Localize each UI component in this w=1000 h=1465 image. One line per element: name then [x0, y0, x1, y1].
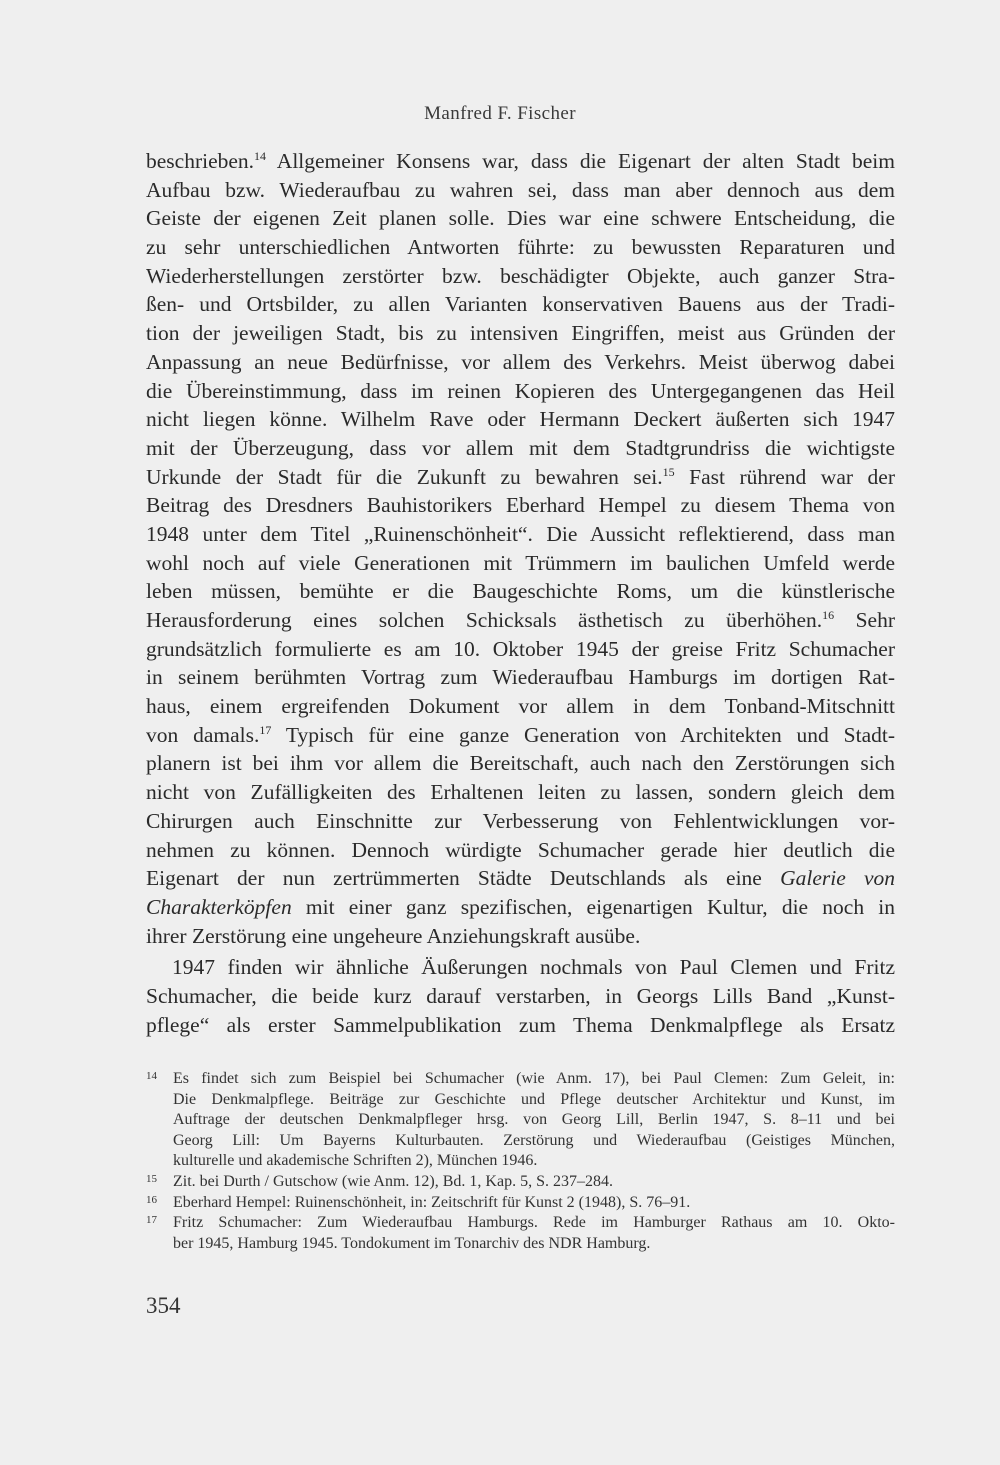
body-line-text: nehmen zu können. Dennoch würdigte Schumacher gerade hier deutlich die	[146, 837, 895, 862]
running-head: Manfred F. Fischer	[424, 103, 576, 124]
body-line-text: grundsätzlich formulierte es am 10. Oktober 1945 der greise Fritz Schumacher	[146, 636, 895, 661]
body-line-text: 1947 finden wir ähnliche Äußerungen nochmals von Paul Clemen und Fritz	[172, 955, 895, 980]
body-line-text: wohl noch auf viele Generationen mit Trümmern im baulichen Umfeld werde	[146, 550, 895, 575]
body-line	[146, 434, 895, 463]
body-line-text: mit einer ganz spezifischen, eigenartigen Kultur, die noch in	[291, 894, 895, 919]
body-line	[146, 147, 895, 176]
body-line-text: Fast rührend war der	[674, 464, 895, 489]
body-line	[146, 606, 895, 635]
body-line-text: pflege“ als erster Sammelpublikation zum Thema Denkmalpflege als Ersatz	[146, 1012, 895, 1037]
footnote-line: Georg Lill: Um Bayerns Kulturbauten. Zerstörung und Wiederaufbau (Geistiges München,	[173, 1131, 895, 1149]
body-line-text: Geiste der eigenen Zeit planen solle. Dies war eine schwere Entscheidung, die	[146, 206, 895, 231]
footnote-line: Fritz Schumacher: Zum Wiederaufbau Hamburgs. Rede im Hamburger Rathaus am 10. Okto-	[173, 1214, 895, 1232]
body-line-text: leben müssen, bemühte er die Baugeschichte Roms, um die künstlerische	[146, 579, 895, 604]
footnote-reference[interactable]: 14	[254, 148, 267, 163]
footnote-reference[interactable]: 16	[822, 607, 835, 622]
body-line-text: Aufbau bzw. Wiederaufbau zu wahren sei, dass man aber dennoch aus dem	[146, 177, 895, 202]
body-line-text: ßen- und Ortsbilder, zu allen Varianten konservativen Bauens aus der Tradi-	[146, 292, 895, 317]
body-line-text: von damals.	[146, 722, 260, 747]
body-line	[146, 864, 895, 893]
footnote-line: Die Denkmalpflege. Beiträge zur Geschichte und Pflege deutscher Architektur und Kunst, im	[173, 1090, 895, 1108]
body-line	[146, 1011, 895, 1040]
body-text	[146, 147, 895, 1039]
body-line-text: Wiederherstellungen zerstörter bzw. beschädigter Objekte, auch ganzer Stra-	[146, 263, 895, 288]
footnote-line: ber 1945, Hamburg 1945. Tondokument im Tonarchiv des NDR Hamburg.	[173, 1234, 651, 1252]
body-line-text: nicht von Zufälligkeiten des Erhaltenen leiten zu lassen, sondern gleich dem	[146, 780, 895, 805]
body-line	[146, 520, 895, 549]
body-line-text: Typisch für eine ganze Generation von Architekten und Stadt-	[271, 722, 895, 747]
body-line-text: Allgemeiner Konsens war, dass die Eigenart der alten Stadt beim	[266, 149, 895, 173]
body-line	[146, 953, 895, 982]
footnote-number: 15	[146, 1172, 157, 1185]
body-line	[146, 204, 895, 233]
footnote	[146, 1172, 895, 1193]
body-line	[146, 922, 895, 951]
footnote	[146, 1213, 895, 1254]
body-line	[146, 233, 895, 262]
body-line-text: Eigenart der nun zertrümmerten Städte Deutschlands als eine	[146, 866, 781, 891]
footnote-reference[interactable]: 17	[259, 722, 272, 737]
body-line-text: 1948 unter dem Titel „Ruinenschönheit“. Die Aussicht reflektierend, dass man	[146, 521, 895, 546]
body-line	[146, 377, 895, 406]
body-line-text: ihrer Zerstörung eine ungeheure Anziehungskraft ausübe.	[146, 923, 641, 948]
body-line-text: Chirurgen auch Einschnitte zur Verbesserung von Fehlentwicklungen vor-	[146, 808, 895, 833]
body-line	[146, 982, 895, 1011]
footnote-line: Eberhard Hempel: Ruinenschönheit, in: Zeitschrift für Kunst 2 (1948), S. 76–91.	[173, 1193, 691, 1211]
body-line	[146, 405, 895, 434]
body-line-text: mit der Überzeugung, dass vor allem mit dem Stadtgrundriss die wichtigste	[146, 435, 895, 460]
footnotes	[146, 1069, 895, 1254]
body-line-text: die Übereinstimmung, dass im reinen Kopieren des Untergegangenen das Heil	[146, 378, 895, 403]
page-number: 354	[146, 1293, 181, 1318]
body-line	[146, 749, 895, 778]
body-line-text: Beitrag des Dresdners Bauhistorikers Eberhard Hempel zu diesem Thema von	[146, 493, 895, 518]
body-line	[146, 491, 895, 520]
footnote-reference[interactable]: 15	[662, 464, 675, 479]
body-line-text: nicht liegen könne. Wilhelm Rave oder Hermann Deckert äußerten sich 1947	[146, 407, 895, 432]
body-line	[146, 721, 895, 750]
body-line	[146, 807, 895, 836]
body-line	[146, 463, 895, 492]
footnote-number: 17	[146, 1214, 157, 1227]
body-line	[146, 577, 895, 606]
body-line-text: tion der jeweiligen Stadt, bis zu intensiven Eingriffen, meist aus Gründen der	[146, 321, 895, 346]
footnote	[146, 1069, 895, 1172]
footnote-line: kulturelle und akademische Schriften 2), München 1946.	[173, 1152, 538, 1170]
emphasis-text: Galerie von	[780, 866, 895, 891]
footnote-number: 16	[146, 1193, 157, 1206]
footnote	[146, 1193, 895, 1214]
emphasis-text: Charakterköpfen	[146, 894, 292, 919]
body-line-text: planern ist bei ihm vor allem die Bereitschaft, auch nach den Zerstörungen sich	[146, 751, 895, 776]
body-line	[146, 692, 895, 721]
body-line-text: beschrieben.	[146, 149, 255, 173]
body-line	[146, 893, 895, 922]
body-line	[146, 836, 895, 865]
footnote-number: 14	[146, 1070, 157, 1082]
body-line-text: Schumacher, die beide kurz darauf verstarben, in Georgs Lills Band „Kunst-	[146, 983, 895, 1008]
footnote-line: Es findet sich zum Beispiel bei Schumacher (wie Anm. 17), bei Paul Clemen: Zum Geleit, in:	[173, 1070, 895, 1087]
body-line-text: in seinem berühmten Vortrag zum Wiederaufbau Hamburgs im dortigen Rat-	[146, 665, 895, 690]
body-line	[146, 778, 895, 807]
body-line	[146, 635, 895, 664]
body-line-text: Sehr	[834, 608, 895, 632]
body-line-text: zu sehr unterschiedlichen Antworten führte: zu bewussten Reparaturen und	[146, 235, 895, 260]
body-line	[146, 176, 895, 205]
body-line	[146, 663, 895, 692]
body-line-text: haus, einem ergreifenden Dokument vor allem in dem Tonband-Mitschnitt	[146, 694, 895, 719]
body-line-text: Herausforderung eines solchen Schicksals ästhetisch zu überhöhen.	[146, 608, 823, 632]
body-line	[146, 319, 895, 348]
body-line	[146, 262, 895, 291]
footnote-line: Zit. bei Durth / Gutschow (wie Anm. 12), Bd. 1, Kap. 5, S. 237–284.	[173, 1172, 613, 1190]
body-line-text: Anpassung an neue Bedürfnisse, vor allem des Verkehrs. Meist überwog dabei	[146, 349, 895, 374]
body-line	[146, 348, 895, 377]
body-line	[146, 290, 895, 319]
body-line-text: Urkunde der Stadt für die Zukunft zu bewahren sei.	[146, 464, 663, 489]
body-line	[146, 549, 895, 578]
footnote-line: Auftrage der deutschen Denkmalpfleger hrsg. von Georg Lill, Berlin 1947, S. 8–11 und bei	[173, 1111, 895, 1129]
